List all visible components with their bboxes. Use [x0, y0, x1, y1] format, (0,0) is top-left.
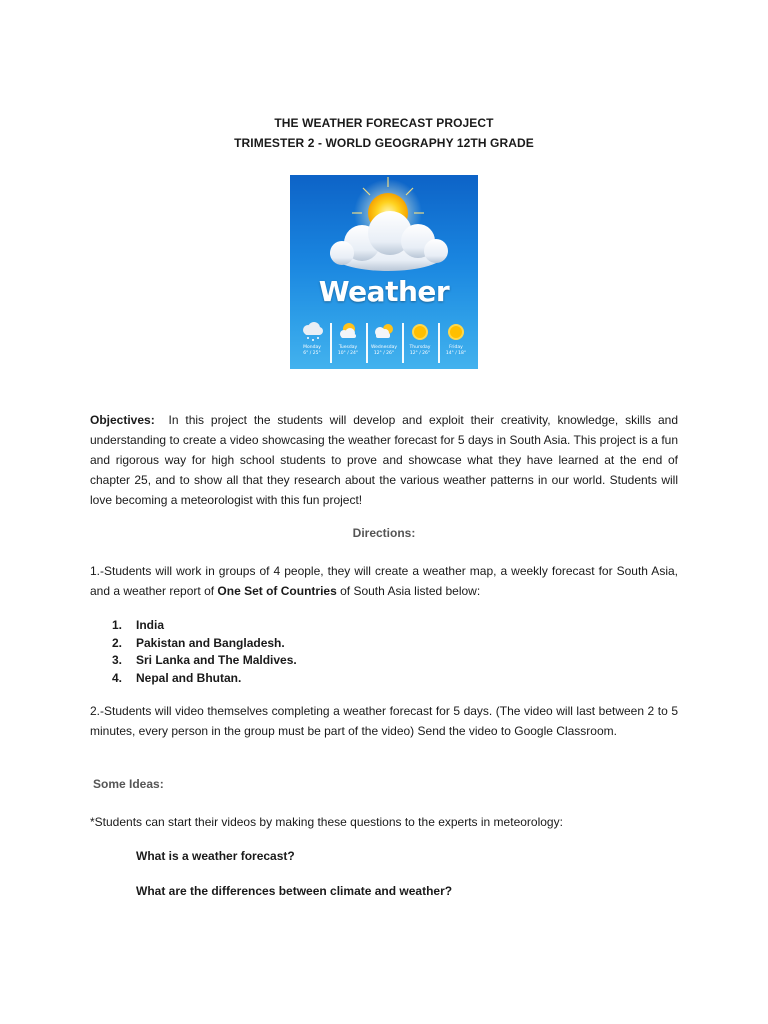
forecast-row [294, 319, 474, 365]
list-item [112, 635, 297, 653]
country-name: Nepal and Bhutan. [136, 670, 242, 685]
day-temp: 12° / 26° [409, 351, 431, 356]
question-item: What are the differences between climate and weather? [136, 884, 453, 898]
day-temp: 6° / 25° [303, 351, 321, 356]
ideas-heading: Some Ideas: [93, 777, 164, 791]
sun-cloud-icon [335, 321, 361, 343]
day-temp: 10° / 24° [337, 351, 359, 356]
day-temp: 12° / 26° [373, 351, 395, 356]
country-list [112, 617, 297, 687]
objectives-label: Objectives: [90, 413, 155, 427]
document-title [0, 113, 768, 153]
list-item [112, 652, 297, 670]
title-line-2: TRIMESTER 2 - WORLD GEOGRAPHY 12TH GRADE [234, 136, 534, 150]
directions-heading: Directions: [352, 526, 416, 540]
objectives-text: In this project the students will develop and exploit their creativity, knowledge, skills and understanding to create a video showcasing the weather forecast for 5 days in South Asia. This project is a fun and rigorous way for high school students to prove and showcase what they have learned at the end of chapter 25, and to show all that they research about the various weather patterns in our world. Students will love becoming a meteorologist with this fun project! [90, 413, 679, 507]
ideas-intro: *Students can start their videos by making these questions to the experts in meteorology: [90, 815, 563, 829]
list-number: 3. [112, 653, 123, 667]
day-name: Thursday [409, 345, 431, 350]
list-number: 1. [112, 618, 123, 632]
directions-item-1-text: 1.-Students will work in groups of 4 people, they will create a weather map, a weekly forecast for South Asia, and a weather report of [90, 564, 678, 598]
sun-icon [407, 321, 433, 343]
directions-item-1 [90, 561, 678, 601]
directions-item-1-tail: of South Asia listed below: [336, 584, 481, 598]
day-name: Wednesday [370, 345, 398, 350]
forecast-day [438, 319, 474, 365]
list-item [112, 617, 297, 635]
weather-app-image [290, 175, 478, 369]
list-item [112, 670, 297, 688]
sun-cloud-illustration [290, 175, 478, 285]
weather-word: Weather [318, 275, 450, 308]
cloud-snow-icon [299, 321, 325, 343]
list-number: 4. [112, 670, 123, 685]
cloud-sun-icon [371, 321, 397, 343]
forecast-day [294, 319, 330, 365]
directions-item-1-bold: One Set of Countries [217, 584, 337, 598]
question-item: What is a weather forecast? [136, 849, 295, 863]
country-name: Sri Lanka and The Maldives. [136, 653, 297, 667]
day-name: Monday [303, 345, 321, 350]
forecast-day [366, 319, 402, 365]
day-name: Friday [449, 345, 463, 350]
day-name: Tuesday [338, 345, 358, 350]
forecast-day [402, 319, 438, 365]
sun-icon [443, 321, 469, 343]
list-number: 2. [112, 635, 123, 650]
country-name: India [136, 618, 165, 632]
day-temp: 14° / 18° [445, 351, 467, 356]
country-name: Pakistan and Bangladesh. [136, 635, 285, 650]
objectives-paragraph [90, 410, 678, 510]
title-line-1: THE WEATHER FORECAST PROJECT [274, 116, 494, 130]
forecast-day [330, 319, 366, 365]
directions-item-2: 2.-Students will video themselves completing a weather forecast for 5 days. (The video will last between 2 to 5 minutes, every person in the group must be part of the video) Send the video to Google Classroom. [90, 704, 678, 738]
